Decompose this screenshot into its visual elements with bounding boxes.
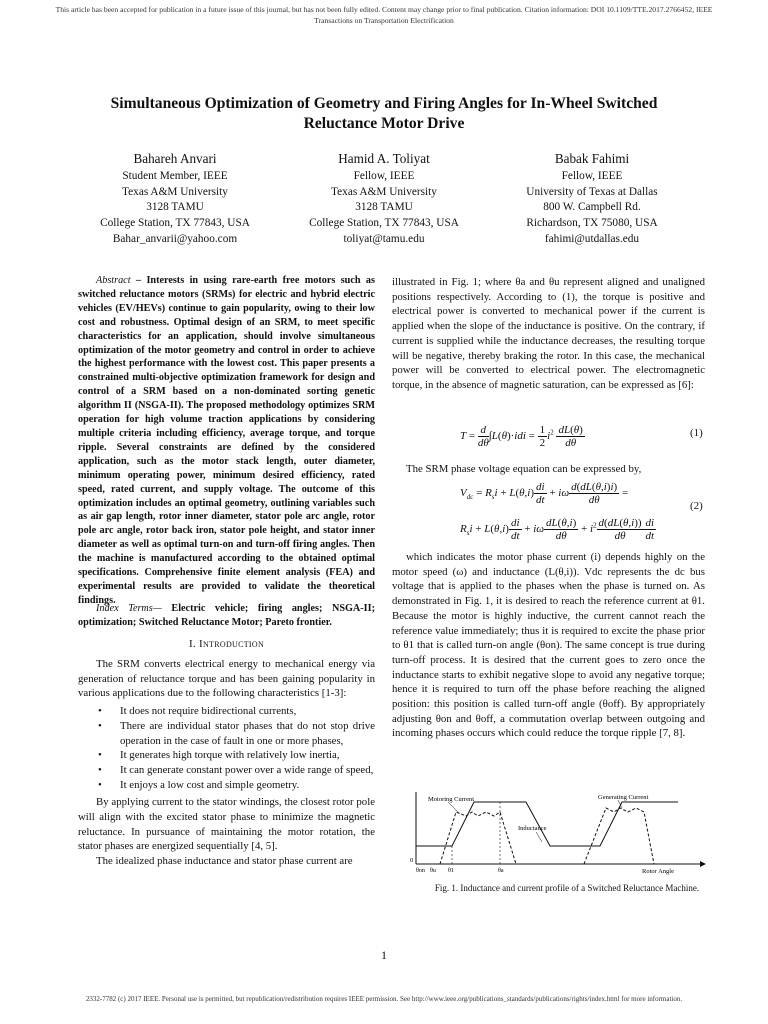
list-item: • It enjoys a low cost and simple geometry. bbox=[120, 778, 375, 793]
equation-1-number: (1) bbox=[690, 427, 703, 439]
index-terms-text: Electric vehicle; firing angles; NSGA-II; optimization; Switched Reluctance Motor; Pareto frontier. bbox=[78, 603, 375, 628]
author-email: toliyat@tamu.edu bbox=[343, 232, 425, 245]
author-line: Richardson, TX 75080, USA bbox=[526, 217, 658, 230]
right-paragraph-1: illustrated in Fig. 1; where θa and θu represent aligned and unaligned positions respectively. According to (1), the torque is positive and electrical power is converted to mechanical power if the current is applied when the slope of the inductance is positive. On the contrary, if current is supplied while the inductance decreases, the resulting torque will be negative, thereby braking the rotor. In this case, the mechanical power will be converted to electrical power. The electromagnetic torque, in the absence of magnetic saturation, can be expressed as [6]: bbox=[392, 276, 705, 391]
author-line: 3128 TAMU bbox=[146, 201, 204, 214]
equation-2-line-2: $R_si + L(\theta,i)$ $\frac{di}{dt}$ + iω $\frac{dL(\theta,i)}{d\theta}$ + $i^2$ $\frac{d(dL(\theta,i))}{d\theta}$ $\frac{di}{dt}$ bbox=[460, 517, 655, 542]
author-line: Fellow, IEEE bbox=[561, 170, 623, 182]
theta-a-label: θa bbox=[498, 868, 504, 874]
intro-paragraph-3: The idealized phase inductance and stator phase current are bbox=[96, 855, 353, 868]
right-paragraph-2: The SRM phase voltage equation can be expressed by, bbox=[406, 463, 642, 475]
author-line: Student Member, IEEE bbox=[122, 170, 228, 182]
theta-1-label: θ1 bbox=[448, 868, 454, 874]
introduction-body bbox=[78, 657, 375, 869]
author-line: College Station, TX 77843, USA bbox=[100, 217, 250, 230]
inductance-label: Inductance bbox=[518, 825, 547, 832]
page-number: 1 bbox=[381, 948, 387, 962]
author-email: Bahar_anvarii@yahoo.com bbox=[112, 232, 238, 245]
author-email: fahimi@utdallas.edu bbox=[544, 232, 640, 245]
generating-current-label: Generating Current bbox=[598, 794, 649, 801]
author-line: University of Texas at Dallas bbox=[526, 185, 658, 198]
author-block-2 bbox=[269, 150, 499, 248]
rotor-angle-label: Rotor Angle bbox=[642, 868, 674, 875]
x-axis-arrow bbox=[700, 861, 706, 867]
author-name: Hamid A. Toliyat bbox=[338, 151, 430, 166]
origin-label: 0 bbox=[410, 857, 414, 864]
title-line-1: Simultaneous Optimization of Geometry and Firing Angles for In-Wheel Switched bbox=[110, 95, 658, 112]
figure-1-inductance-current-profile bbox=[408, 790, 708, 882]
intro-paragraph-2: By applying current to the stator windings, the closest rotor pole will align with the excited stator phase to minimize the magnetic reluctance. In pursuance of maintaining the motor rotation, the stator phases are energized sequentially [4, 5]. bbox=[78, 796, 375, 853]
paper-title bbox=[60, 94, 708, 134]
author-block-3 bbox=[477, 150, 707, 248]
intro-paragraph-1: The SRM converts electrical energy to mechanical energy via generation of reluctance torque and has been gaining popularity in various applications due to the following characteristics [1-3]: bbox=[78, 658, 375, 700]
theta-u-label: θu bbox=[430, 868, 436, 874]
equation-2-number: (2) bbox=[690, 500, 703, 512]
author-line: 800 W. Campbell Rd. bbox=[543, 201, 641, 214]
author-line: College Station, TX 77843, USA bbox=[309, 217, 459, 230]
author-name: Babak Fahimi bbox=[554, 151, 630, 166]
characteristics-list bbox=[78, 704, 375, 792]
section-heading: I. Introduction bbox=[188, 638, 265, 650]
right-paragraph-3: which indicates the motor phase current (i) depends highly on the motor speed (ω) and inductance (L(θ,i)). Vdc represents the dc bus voltage that is applied to the phases when the phase is turned on. As demonstrated in Fig. 1, it is desired to reach the reference current at θ1. Because the motor is highly inductive, the current cannot reach the reference value immediately; thus it is required to excite the phase prior to θ1 that is called turn-on angle (θon). The same concept is true during turn-off process. It is desired that the current goes to zero once the inductance starts to exhibit negative slope to avoid any negative torque; hence it is required to turn off the phase before reaching the aligned position: this position is called turn-off angle (θoff). By appropriately adjusting θon and θoff, a commutation overlap between outgoing and incoming phases occurs which could reduce the torque ripple [7, 8]. bbox=[392, 551, 705, 740]
author-line: 3128 TAMU bbox=[355, 201, 413, 214]
publication-notice bbox=[0, 4, 768, 26]
list-item: • It does not require bidirectional currents, bbox=[120, 704, 375, 719]
abstract-text: – Interests in using rare-earth free motors such as switched reluctance motors (SRMs) for electric and hybrid electric vehicles (EV/HEVs) continue to gain popularity, owing to their low cost and robustness. Optimal design of an SRM, to meet specific characteristics for an application, should involve simultaneous optimization of the motor geometry and control in order to achieve the highest performance with the lowest cost. This paper presents a constrained multi-objective optimization framework for design and control of a SRM based on a non-dominated sorting genetic algorithm II (NSGA-II). The proposed methodology optimizes SRM operation for high volume traction applications by considering multiple criteria including efficiency, average torque, and torque ripple. Several constraints are defined by the considered application, such as the motor stack length, outer diameter, minimum operating power, minimum desired efficiency, rated speed, rated current, and supply voltage. The outcome of this optimization includes an optimal geometry, outlining variables such as air gap length, rotor inner diameter, stator pole arc angle, rotor pole arc angle, rotor back iron, stator pole height, and stator inner diameter as well as optimal turn-on and turn-off firing angles. Then the machine is manufactured according to the obtained optimal specifications. Comprehensive finite element analysis (FEA) and experimental results are provided to validate the theoretical findings. bbox=[78, 275, 375, 606]
equation-1: T = $\frac{d}{d\theta}$ ∫L(θ)·idi = $\frac{1}{2}$ $i^2$ $\frac{dL(\theta)}{d\theta}$ bbox=[460, 424, 583, 449]
author-block-1 bbox=[60, 150, 290, 248]
motoring-current-curve bbox=[440, 812, 516, 864]
inductance-profile bbox=[416, 802, 678, 846]
motoring-current-label: Motoring Current bbox=[428, 796, 475, 803]
inductance-leader bbox=[536, 832, 542, 842]
motoring-leader bbox=[448, 802, 460, 814]
list-item: • It can generate constant power over a wide range of speed, bbox=[120, 763, 375, 778]
list-item: • There are individual stator phases that do not stop drive operation in the case of fault in one or more phases, bbox=[120, 719, 375, 748]
right-column-paragraph-1 bbox=[392, 275, 705, 393]
index-terms-lead: Index Terms— bbox=[96, 603, 162, 614]
generating-current-curve bbox=[584, 808, 654, 864]
abstract bbox=[78, 274, 375, 608]
author-line: Fellow, IEEE bbox=[353, 170, 415, 182]
abstract-lead: Abstract bbox=[96, 275, 131, 286]
notice-line-1: This article has been accepted for publication in a future issue of this journal, but has not been fully edited. Content may change prior to final publication. Citation information: DOI 10.1109/TTE.2017.2766452, IEEE bbox=[55, 5, 713, 14]
author-name: Bahareh Anvari bbox=[133, 151, 217, 166]
figure-1-caption: Fig. 1. Inductance and current profile of a Switched Reluctance Machine. bbox=[434, 883, 700, 893]
index-terms bbox=[78, 602, 375, 630]
author-line: Texas A&M University bbox=[331, 185, 437, 198]
theta-on-label: θon bbox=[416, 868, 425, 874]
list-item: • It generates high torque with relatively low inertia, bbox=[120, 748, 375, 763]
author-line: Texas A&M University bbox=[122, 185, 228, 198]
copyright-footer: 2332-7782 (c) 2017 IEEE. Personal use is permitted, but republication/redistribution requires IEEE permission. See http://www.ieee.org/publications_standards/publications/rights/index.html for more information. bbox=[85, 995, 683, 1003]
title-line-2: Reluctance Motor Drive bbox=[303, 115, 465, 132]
equation-2-line-1: $V_{dc} = R_si + L(\theta,i)$ $\frac{di}{dt}$ + iω $\frac{d(dL(\theta,i)i)}{d\theta}$ = bbox=[460, 481, 629, 506]
notice-line-2: Transactions on Transportation Electrification bbox=[314, 16, 454, 25]
